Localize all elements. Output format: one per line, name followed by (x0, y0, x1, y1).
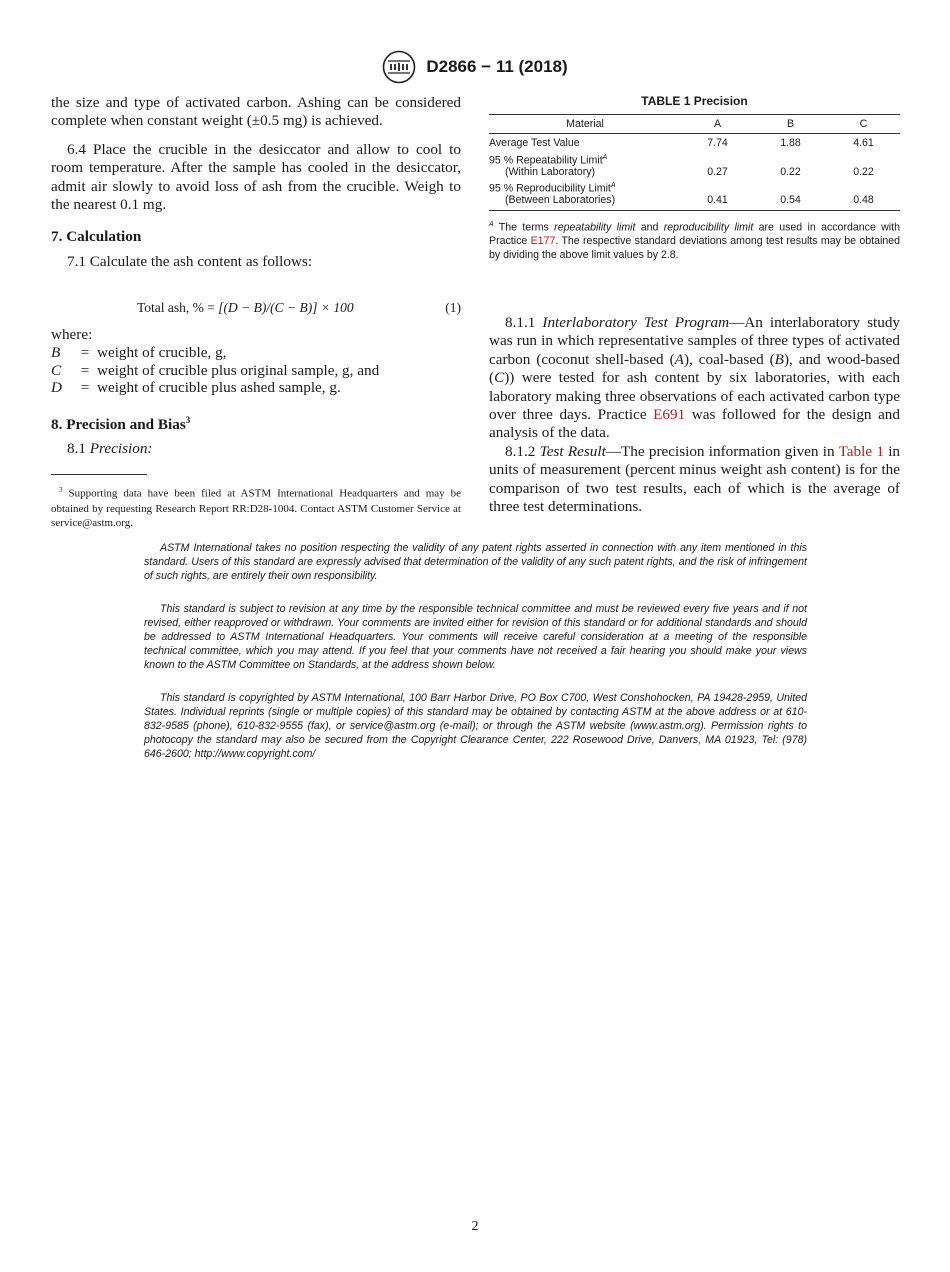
cell-value: 0.22 (780, 165, 801, 178)
definition-equals: = (80, 344, 90, 362)
table-footnote: $^A$ The terms repeatability limit and reproducibility limit are used in accordance with Practice E177. The respective standard deviations among test results may be obtained by dividing the above limit values by 2.8. (489, 220, 901, 262)
table-header-c: C (827, 115, 900, 134)
definition-row (51, 344, 461, 362)
cell-value: 4.61 (853, 137, 874, 149)
ash-equation (51, 299, 461, 317)
row-label: Average Test Value (489, 137, 580, 149)
paragraph-7-1: 7.1 Calculate the ash content as follows: (67, 252, 313, 270)
cell-value: 1.88 (780, 137, 801, 149)
table-header-material: Material (489, 115, 681, 134)
table-row (489, 134, 900, 151)
definition-variable: D (51, 379, 62, 397)
precision-table-block (489, 94, 900, 262)
row-label: 95 % Repeatability Limit$^A$ (Within Laboratory) (489, 153, 608, 178)
variable-definitions (51, 344, 461, 397)
page-number: 2 (471, 1219, 479, 1234)
cell-value: 0.48 (827, 179, 900, 210)
table-title: TABLE 1 Precision (641, 94, 748, 108)
paragraph-8-1-2: 8.1.2 Test Result—The precision information given in Table 1 in units of measurement (percent minus weight ash content) is for the comparison of two test results, each of which is the average of three test determinations. (489, 442, 901, 516)
definition-description: weight of crucible, g, (97, 344, 227, 362)
paragraph-6-4: 6.4 Place the crucible in the desiccator and allow to cool to room temperature. After the sample has cooled in the desiccator, admit air slowly to avoid loss of ash from the crucible. Weigh to the nearest 0.1 mg. (51, 140, 461, 214)
definition-variable: C (51, 361, 62, 379)
table-row (489, 151, 900, 180)
paragraph-8-1-1: 8.1.1 Interlaboratory Test Program—An interlaboratory study was run in which representative samples of three types of activated carbon (coconut shell-based (A), coal-based (B), and wood-based (C)) were tested for ash content by six laboratories, with each laboratory making three observations of each activated carbon type over three days. Practice E691 was followed for the design and analysis of the data. (489, 314, 901, 442)
cell-value: 0.54 (754, 179, 827, 210)
cell-value: 0.27 (707, 165, 728, 178)
row-label: 95 % Reproducibility Limit$^A$ (Between Laboratories) (489, 179, 681, 210)
footnote-divider (51, 474, 147, 475)
document-id: D2866 − 11 (2018) (426, 57, 568, 76)
definition-row (51, 379, 461, 397)
section-7-heading: 7. Calculation (51, 228, 142, 246)
link-e691[interactable]: E691 (653, 406, 686, 424)
definition-description: weight of crucible plus ashed sample, g. (97, 379, 341, 397)
definition-description: weight of crucible plus original sample, g, and (97, 361, 380, 379)
precision-table (489, 114, 900, 211)
astm-notices (144, 541, 807, 780)
definition-row (51, 362, 461, 380)
paragraph-6-3-continued: the size and type of activated carbon. Ashing can be considered complete when constant weight (±0.5 mg) is achieved. (51, 94, 461, 130)
definition-variable: B (51, 344, 61, 362)
notice-copyright: This standard is copyrighted by ASTM International, 100 Barr Harbor Drive, PO Box C700, West Conshohocken, PA 19428-2959, United States. Individual reprints (single or multiple copies) of this standard may be obtained by contacting ASTM at the above address or at 610-832-9585 (phone), 610-832-9555 (fax), or service@astm.org (e-mail); or through the ASTM website (www.astm.org). Permission rights to photocopy the standard may also be secured from the Copyright Clearance Center, 222 Rosewood Drive, Danvers, MA 01923, Tel: (978) 646-2600; http://www.copyright.com/ (144, 692, 807, 760)
cell-value: 7.74 (707, 137, 728, 149)
right-column (489, 314, 900, 516)
table-header-a: A (681, 115, 754, 134)
page-header (0, 50, 950, 84)
notice-revision: This standard is subject to revision at any time by the responsible technical committee and must be reviewed every five years and if not revised, either reapproved or withdrawn. Your comments are invited either for revision of this standard or for additional standards and should be addressed to ASTM International Headquarters. Your comments will receive careful consideration at a meeting of the responsible technical committee, which you may attend. If you feel that your comments have not received a fair hearing you should make your views known to the ASTM Committee on Standards, at the address shown below. (144, 603, 807, 671)
cell-value: 0.41 (681, 179, 754, 210)
footnote-ref[interactable]: 3 (185, 414, 191, 425)
definition-equals: = (80, 379, 90, 397)
notice-patent: ASTM International takes no position respecting the validity of any patent rights asserted in connection with any item mentioned in this standard. Users of this standard are expressly advised that determination of the validity of any such patent rights, and the risk of infringement of such rights, are entirely their own responsibility. (144, 542, 807, 582)
section-8-heading: 8. Precision and Bias$^3$ (51, 414, 191, 433)
table-row (489, 179, 900, 210)
cell-value: 0.22 (853, 165, 874, 178)
equation-number: (1) (445, 300, 461, 316)
left-column (51, 94, 461, 531)
table-header-b: B (754, 115, 827, 134)
table-header-row (489, 115, 900, 134)
footnote-3: $^3$ Supporting data have been filed at ASTM International Headquarters and may be obtained by requesting Research Report RR:D28-1004. Contact ASTM Customer Service at service@astm.org. (51, 486, 462, 530)
where-label: where: (51, 325, 93, 343)
equation-rhs: [(D − B)/(C − B)] × 100 (218, 300, 354, 316)
link-table-1[interactable]: Table 1 (838, 442, 884, 460)
equation-lhs: Total ash, % = (137, 300, 219, 316)
astm-logo-icon (382, 50, 416, 84)
paragraph-8-1: 8.1 Precision: (67, 440, 153, 458)
definition-equals: = (80, 361, 90, 379)
link-e177[interactable]: E177 (530, 235, 556, 248)
